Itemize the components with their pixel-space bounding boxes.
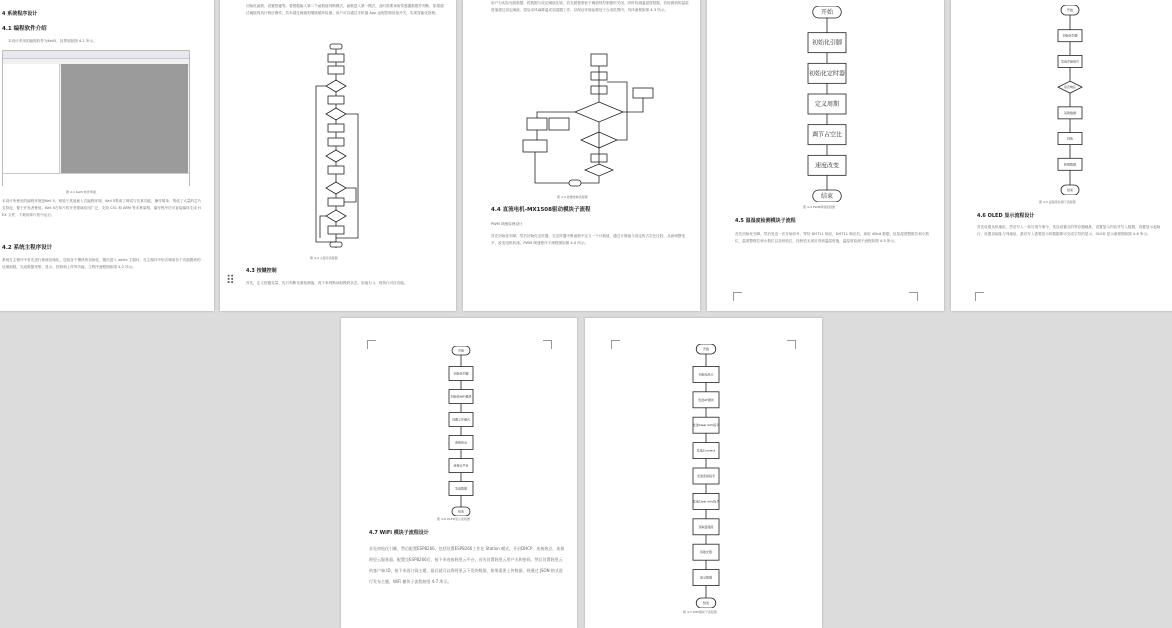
flow-step	[1058, 107, 1082, 119]
flow-step-label: 显示数据	[699, 575, 713, 580]
document-page-5	[951, 0, 1172, 311]
flow-step-label: 初始化引脚	[1062, 33, 1078, 38]
document-page-6	[341, 318, 577, 628]
software-screenshot	[2, 50, 190, 186]
flow-step-label: 发送AT测试	[698, 397, 714, 402]
flow-step	[1058, 81, 1082, 93]
crop-mark	[733, 292, 742, 301]
document-page-7	[585, 318, 822, 628]
flow-step	[1058, 55, 1082, 67]
flow-step	[449, 436, 473, 450]
crop-mark	[975, 292, 984, 301]
flow-step-label: 开始	[1066, 8, 1074, 12]
flow-step-label: 读取数据	[1063, 110, 1077, 115]
flow-step	[693, 392, 719, 408]
screenshot-project-pane	[3, 64, 60, 173]
screenshot-menubar	[3, 51, 189, 59]
section-title: 4 系统程序设计	[2, 11, 38, 17]
flow-step-label: 定义周期	[814, 101, 840, 108]
flow-step	[693, 366, 719, 382]
flow-step	[693, 519, 719, 535]
document-page-1	[0, 0, 214, 311]
flow-step	[693, 417, 719, 433]
document-page-2	[220, 0, 456, 311]
flow-step-label: 开始	[702, 347, 710, 351]
flow-step-label: 校验	[1066, 136, 1074, 141]
main-program-flowchart	[290, 42, 390, 256]
flow-step-label: 初始化定时器	[808, 70, 846, 78]
paragraph: 首先初始化引脚，然后发送一次开始信号，等待 DHT11 响应，DHT11 响应后，读取 40bit 数据，包括湿度整数位和小数位、温度整数位和小数位以及校验位，经校验无误后得到温湿度值，温湿度检测子流程如图 4-5 所示。	[735, 232, 929, 243]
flow-step-label: 开始	[820, 9, 834, 16]
flow-step-label: 结束	[1066, 188, 1074, 192]
flow-step-label: 发送数据	[454, 486, 468, 491]
figure-caption: 图 4-6 OLED显示流程图	[437, 517, 471, 521]
flow-step-label: 结束	[702, 601, 710, 605]
paragraph: 本设计所使用的编程环境是Keil 5，相较于其他嵌入式编程环境，Keil 5集成了调试与仿真功能，操作简单，集成了大量的芯片支持包，便于开发者使用。Keil 5在单片机开发领域应用广泛，支持 C51 和 ARM 等多种架构，编写程序后可直接编译生成 HEX 文件，下载到单片机中运行。	[2, 199, 202, 217]
flow-step	[693, 493, 719, 509]
figure-caption: 图 4-7 WiFi模块子流程图	[683, 610, 717, 614]
paragraph: PWM 调速原理设计	[491, 222, 523, 226]
flow-step	[449, 390, 473, 404]
flow-step-label: 发送Clear Info指令	[692, 423, 720, 428]
flow-step	[808, 155, 846, 175]
paragraph: 本设计采用的编程软件为Keil5，其界面如图 4-1 所示。	[8, 39, 97, 43]
flow-step-label: 发送Connect	[696, 448, 716, 453]
flow-terminator	[813, 190, 842, 202]
flow-step	[1058, 30, 1082, 42]
crop-mark	[787, 340, 796, 349]
flow-step-label: 初始化WiFi模块	[450, 394, 472, 399]
flow-step	[449, 367, 473, 381]
flow-step	[808, 63, 846, 83]
flow-step-label: 初始化串口	[698, 372, 714, 377]
paragraph: 系统在主程序中首先进行系统初始化，包括各个模块的初始化，随后进入 while 主循环，在主循环中依次调用各个功能模块的处理函数，完成数据采集、显示、控制和上传等功能，主程序流程图如图 4-2 所示。	[2, 258, 201, 269]
crop-mark	[611, 340, 620, 349]
flow-terminator	[452, 346, 470, 355]
crop-mark	[543, 340, 552, 349]
paragraph: 首先初始化引脚，然后初始化定时器，在定时器中断函数中定义一个计数值，通过计数值与设定的占空比比较，从而调整电平，改变电机转速。PWM 调速程序子流程图如图 4-4 所示。	[491, 234, 686, 245]
flow-step-label: 连接云平台	[453, 463, 469, 468]
flow-step-label: 读取光照	[699, 550, 713, 555]
subsection-title: 4.5 温湿度检测模块子流程	[735, 218, 796, 224]
figure-caption: 图 4-2 主程序流程图	[310, 256, 338, 260]
paragraph: 首先初始化引脚，然后配置ESP8266，包括设置ESP8266工作在 Station 模式，开启DHCP，连接热点，连接阿里云服务器，配置完ESP8266后，接下来连接阿里云平台，首先设置阿里云用户名和密码，然后设置阿里云的客户端 ID，接下来再订阅主题，最后就可以将阿里云下发的数据，如果需要上传数据，则通过 JSON 格式进行发布主题，WiFi 模块子流程如图 4-7 所示。	[369, 546, 565, 584]
paragraph: 首先设置从机地址，然后写入一条写指令命令，发送设置点的寄存器地址，设置显示内容并写入数据，设置显示起始行，设置页地址与列地址，最后写入需要显示的数据即可完成字符的显示，OLED 显示流程图如图 4-6 所示。	[977, 225, 1161, 236]
flow-step-label: 发送Clear Info指令	[692, 499, 720, 504]
paragraph: 首先，定义按键变量，先行判断光照检测值，再下来判断读取模块状态，如值为 1，则执行对应功能。	[246, 281, 408, 285]
figure-caption: 图 4-3 按键控制流程图	[557, 195, 588, 199]
key-control-flowchart	[519, 52, 659, 192]
flow-step-label: 开始	[457, 348, 465, 353]
flow-terminator	[1061, 185, 1079, 195]
flow-step	[693, 544, 719, 560]
flow-step-label: 速度改变	[814, 162, 840, 170]
flowchart-graphic	[316, 44, 358, 248]
subsection-title: 4.4 直流电机-MX1508驱动模块子流程	[491, 207, 591, 213]
figure-caption: 图 4-4 PWM调速流程图	[803, 205, 836, 209]
flow-step-label: 转换数据	[1063, 162, 1077, 167]
flow-step-label: 设置工作模式	[451, 417, 471, 422]
flow-terminator	[696, 598, 716, 608]
flow-step-label: 初始化引脚	[811, 39, 843, 47]
crop-mark	[909, 292, 918, 301]
figure-caption: 图 4-5 温湿度检测子流程图	[1039, 200, 1076, 204]
subsection-title: 4.7 WiFi 模块子流程设计	[369, 530, 429, 536]
flow-step-label: 结束	[820, 193, 834, 200]
paragraph: 初始化函数，设置按键等。要根据输入第二个函数值判断模式，函数进入第一模式，此时需要读取传感器数据并判断，如果超过阈值则执行相应操作，若未超过阈值则继续循环检测。用户可以通过手机端 App 远程控制设备开关，实现智能化管理。	[246, 4, 444, 15]
flow-step	[693, 443, 719, 459]
flow-step-label: 连接热点	[454, 440, 468, 445]
wifi-flowchart	[447, 346, 475, 516]
flow-step-label: 结束	[457, 509, 465, 514]
screenshot-build-pane	[3, 173, 189, 186]
flow-step	[449, 413, 473, 427]
flow-step	[693, 570, 719, 586]
flow-step-label: 初始化引脚	[453, 371, 469, 376]
crop-mark	[367, 340, 376, 349]
flow-terminator	[813, 6, 842, 18]
flow-step	[693, 468, 719, 484]
flow-step-label: 是否响应	[1063, 85, 1077, 90]
flow-step	[808, 125, 846, 145]
flow-terminator	[1061, 5, 1079, 15]
flow-step-label: 调节占空比	[811, 131, 843, 139]
drag-handle-icon[interactable]: ⠿	[226, 273, 235, 287]
flow-step-label: 发送连接指令	[696, 474, 716, 478]
document-page-3	[463, 0, 700, 311]
paragraph: 用户为实际光照数据，将数据与设定阈值比较，若光照强度低于阈值则控制窗帘关闭，同时检测温湿度数据，若检测到的温湿度值超过设定阈值，将启动风扇降温或加湿器工作，以保证环境参数处于合适范围内，具体流程如图 4-3 所示。	[491, 1, 689, 12]
flow-step	[1058, 133, 1082, 145]
flow-step-label: 发送开始信号	[1060, 59, 1080, 64]
pwm-flowchart	[805, 6, 849, 202]
flow-terminator	[452, 507, 470, 516]
flowchart-graphic	[523, 54, 653, 186]
flow-step	[808, 33, 846, 53]
figure-caption: 图 4-1 Keil5 软件界面	[66, 190, 97, 194]
subsection-title: 4.6 OLED 显示流程设计	[977, 213, 1035, 219]
flow-step-label: 读取温湿度	[698, 524, 714, 529]
document-page-4	[707, 0, 944, 311]
module-flowchart	[691, 344, 721, 608]
subsection-title: 4.3 按键控制	[246, 268, 277, 274]
subsection-title: 4.2 系统主程序设计	[2, 245, 53, 251]
flow-step	[449, 459, 473, 473]
subsection-title: 4.1 编程软件介绍	[2, 26, 47, 32]
flow-step	[1058, 158, 1082, 170]
flow-terminator	[696, 344, 716, 354]
flow-step	[808, 94, 846, 114]
temp-humidity-flowchart	[1055, 5, 1085, 195]
screenshot-editor-pane	[61, 64, 188, 173]
flow-step	[449, 482, 473, 496]
